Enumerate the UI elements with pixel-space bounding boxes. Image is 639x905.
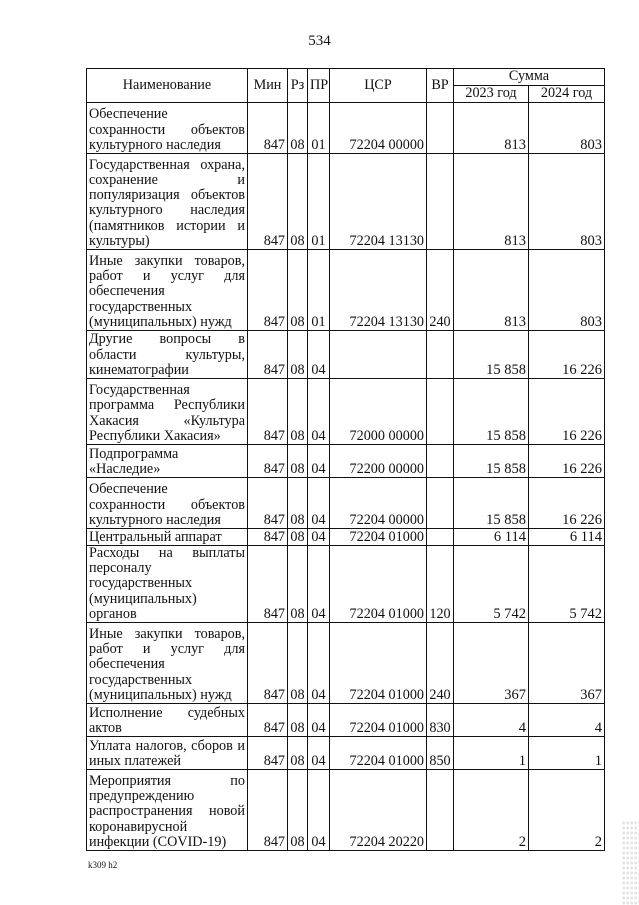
row-pr: 04 <box>308 478 330 529</box>
row-sum-2024: 16 226 <box>529 331 605 379</box>
row-sum-2024: 803 <box>529 103 605 154</box>
row-csr <box>330 331 427 379</box>
row-sum-2024: 16 226 <box>529 445 605 478</box>
row-vr <box>427 379 454 445</box>
row-sum-2024: 367 <box>529 623 605 704</box>
row-csr: 72204 01000 <box>330 529 427 546</box>
row-sum-2024: 6 114 <box>529 529 605 546</box>
row-min: 847 <box>248 103 288 154</box>
row-rz: 08 <box>288 546 308 623</box>
row-min: 847 <box>248 737 288 770</box>
table-row <box>87 529 605 546</box>
table-row <box>87 770 605 851</box>
row-rz: 08 <box>288 154 308 250</box>
row-vr: 850 <box>427 737 454 770</box>
row-pr: 04 <box>308 331 330 379</box>
row-name: Обеспечение сохранности объектов культурного наследия <box>87 103 248 154</box>
row-min: 847 <box>248 250 288 331</box>
header-csr: ЦСР <box>330 69 427 103</box>
row-pr: 04 <box>308 529 330 546</box>
budget-table <box>86 68 605 851</box>
header-min: Мин <box>248 69 288 103</box>
row-vr: 240 <box>427 250 454 331</box>
footer-code: k309 h2 <box>88 860 118 870</box>
table-row <box>87 154 605 250</box>
table-row <box>87 478 605 529</box>
row-vr <box>427 478 454 529</box>
row-sum-2024: 16 226 <box>529 379 605 445</box>
row-vr <box>427 331 454 379</box>
row-pr: 01 <box>308 154 330 250</box>
row-rz: 08 <box>288 379 308 445</box>
row-sum-2023: 15 858 <box>454 379 529 445</box>
row-sum-2024: 5 742 <box>529 546 605 623</box>
row-name: Исполнение судебных актов <box>87 704 248 737</box>
row-vr: 830 <box>427 704 454 737</box>
row-name: Государственная охрана, сохранение и популяризация объектов культурного наследия (памятников истории и культуры) <box>87 154 248 250</box>
row-csr: 72204 20220 <box>330 770 427 851</box>
row-csr: 72204 00000 <box>330 103 427 154</box>
row-sum-2023: 5 742 <box>454 546 529 623</box>
row-csr: 72204 00000 <box>330 478 427 529</box>
row-rz: 08 <box>288 445 308 478</box>
row-sum-2023: 367 <box>454 623 529 704</box>
table-row <box>87 546 605 623</box>
row-sum-2024: 2 <box>529 770 605 851</box>
row-name: Обеспечение сохранности объектов культурного наследия <box>87 478 248 529</box>
row-csr: 72204 01000 <box>330 704 427 737</box>
row-min: 847 <box>248 154 288 250</box>
row-sum-2024: 803 <box>529 154 605 250</box>
row-min: 847 <box>248 546 288 623</box>
row-name: Мероприятия по предупреждению распространения новой коронавирусной инфекции (COVID-19) <box>87 770 248 851</box>
row-rz: 08 <box>288 529 308 546</box>
row-pr: 01 <box>308 250 330 331</box>
row-sum-2023: 4 <box>454 704 529 737</box>
row-vr: 120 <box>427 546 454 623</box>
row-sum-2023: 6 114 <box>454 529 529 546</box>
row-sum-2023: 813 <box>454 250 529 331</box>
row-name: Центральный аппарат <box>87 529 248 546</box>
row-vr <box>427 770 454 851</box>
row-csr: 72204 13130 <box>330 154 427 250</box>
row-vr <box>427 529 454 546</box>
row-name: Расходы на выплаты персоналу государственных (муниципальных) органов <box>87 546 248 623</box>
row-pr: 01 <box>308 103 330 154</box>
row-rz: 08 <box>288 704 308 737</box>
table-row <box>87 379 605 445</box>
row-pr: 04 <box>308 770 330 851</box>
row-csr: 72204 01000 <box>330 546 427 623</box>
row-rz: 08 <box>288 737 308 770</box>
row-csr: 72204 01000 <box>330 623 427 704</box>
row-name: Уплата налогов, сборов и иных платежей <box>87 737 248 770</box>
row-sum-2023: 15 858 <box>454 445 529 478</box>
row-sum-2023: 813 <box>454 154 529 250</box>
row-min: 847 <box>248 478 288 529</box>
row-csr: 72204 13130 <box>330 250 427 331</box>
header-year-2024: 2024 год <box>529 86 605 103</box>
table-row <box>87 623 605 704</box>
table-row <box>87 445 605 478</box>
table-row <box>87 250 605 331</box>
row-sum-2023: 15 858 <box>454 478 529 529</box>
row-pr: 04 <box>308 737 330 770</box>
row-csr: 72204 01000 <box>330 737 427 770</box>
row-min: 847 <box>248 704 288 737</box>
table-row <box>87 331 605 379</box>
row-sum-2023: 2 <box>454 770 529 851</box>
row-csr: 72000 00000 <box>330 379 427 445</box>
row-rz: 08 <box>288 770 308 851</box>
row-min: 847 <box>248 379 288 445</box>
header-name: Наименование <box>87 69 248 103</box>
row-rz: 08 <box>288 623 308 704</box>
row-sum-2024: 16 226 <box>529 478 605 529</box>
row-min: 847 <box>248 331 288 379</box>
scan-noise <box>621 820 639 905</box>
header-pr: ПР <box>308 69 330 103</box>
row-vr <box>427 445 454 478</box>
row-name: Государственная программа Республики Хакасия «Культура Республики Хакасия» <box>87 379 248 445</box>
table-row <box>87 737 605 770</box>
row-vr <box>427 103 454 154</box>
row-sum-2023: 813 <box>454 103 529 154</box>
row-sum-2023: 15 858 <box>454 331 529 379</box>
row-vr: 240 <box>427 623 454 704</box>
row-sum-2024: 1 <box>529 737 605 770</box>
row-min: 847 <box>248 623 288 704</box>
row-pr: 04 <box>308 623 330 704</box>
table-row <box>87 704 605 737</box>
header-vr: ВР <box>427 69 454 103</box>
row-min: 847 <box>248 445 288 478</box>
header-rz: Рз <box>288 69 308 103</box>
table-row <box>87 103 605 154</box>
row-rz: 08 <box>288 331 308 379</box>
row-name: Подпрограмма «Наследие» <box>87 445 248 478</box>
header-sum: Сумма <box>454 69 605 86</box>
row-sum-2024: 803 <box>529 250 605 331</box>
row-rz: 08 <box>288 103 308 154</box>
row-min: 847 <box>248 529 288 546</box>
row-name: Другие вопросы в области культуры, кинематографии <box>87 331 248 379</box>
row-csr: 72200 00000 <box>330 445 427 478</box>
header-year-2023: 2023 год <box>454 86 529 103</box>
page-number: 534 <box>308 33 331 49</box>
row-rz: 08 <box>288 250 308 331</box>
row-rz: 08 <box>288 478 308 529</box>
row-pr: 04 <box>308 546 330 623</box>
row-sum-2024: 4 <box>529 704 605 737</box>
row-name: Иные закупки товаров, работ и услуг для обеспечения государственных (муниципальных) нужд <box>87 250 248 331</box>
row-vr <box>427 154 454 250</box>
row-sum-2023: 1 <box>454 737 529 770</box>
row-pr: 04 <box>308 704 330 737</box>
row-name: Иные закупки товаров, работ и услуг для обеспечения государственных (муниципальных) нужд <box>87 623 248 704</box>
row-pr: 04 <box>308 379 330 445</box>
row-min: 847 <box>248 770 288 851</box>
row-pr: 04 <box>308 445 330 478</box>
